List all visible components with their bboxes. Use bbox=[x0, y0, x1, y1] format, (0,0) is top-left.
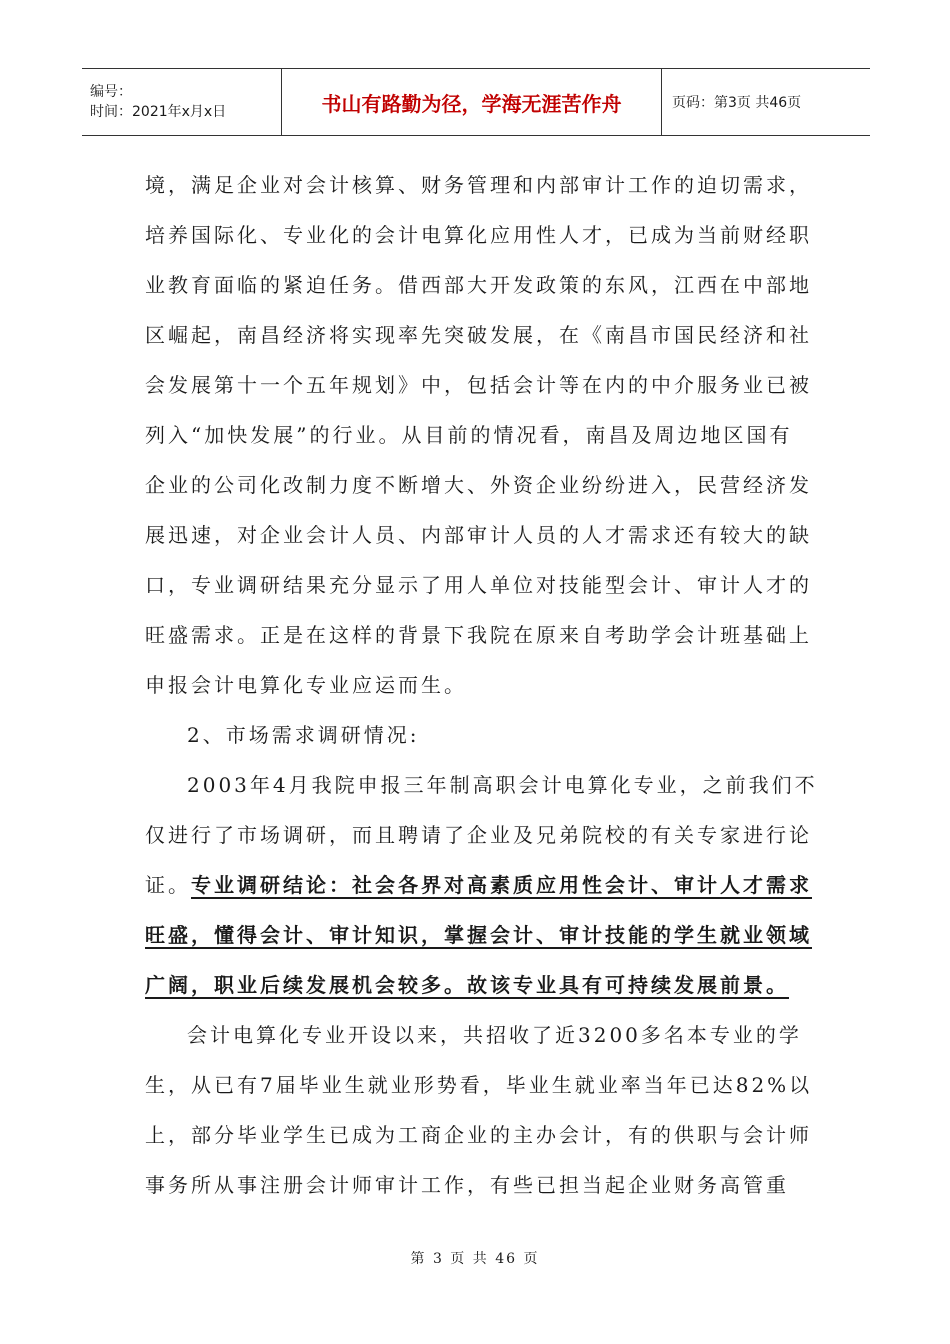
text-line bbox=[145, 860, 810, 910]
header-meta bbox=[82, 69, 282, 135]
text-prefix: 证。 bbox=[145, 873, 191, 897]
text-line: 仅进行了市场调研，而且聘请了企业及兄弟院校的有关专家进行论 bbox=[145, 823, 812, 847]
text-line: 会计电算化专业开设以来，共招收了近3200多名本专业的学 bbox=[187, 1023, 802, 1047]
text-line: 上，部分毕业学生已成为工商企业的主办会计，有的供职与会计师 bbox=[145, 1123, 812, 1147]
page-footer: 第 3 页 共 46 页 bbox=[410, 1251, 540, 1267]
text-line: 展迅速，对企业会计人员、内部审计人员的人才需求还有较大的缺 bbox=[145, 523, 812, 547]
text-line: 口，专业调研结果充分显示了用人单位对技能型会计、审计人才的 bbox=[145, 573, 812, 597]
conclusion-text: 专业调研结论：社会各界对高素质应用性会计、审计人才需求 bbox=[191, 873, 812, 897]
number-label: 编号： bbox=[90, 84, 132, 100]
header-motto: 书山有路勤为径，学海无涯苦作舟 bbox=[282, 69, 662, 135]
header-page-info: 页码：第3页 共46页 bbox=[672, 95, 802, 111]
text-line: 生，从已有7届毕业生就业形势看，毕业生就业率当年已达82%以 bbox=[145, 1073, 813, 1097]
conclusion-text: 广阔，职业后续发展机会较多。故该专业具有可持续发展前景。 bbox=[145, 973, 789, 997]
text-line: 2003年4月我院申报三年制高职会计电算化专业，之前我们不 bbox=[187, 773, 818, 797]
text-line: 企业的公司化改制力度不断增大、外资企业纷纷进入，民营经济发 bbox=[145, 473, 812, 497]
text-line: 区崛起，南昌经济将实现率先突破发展，在《南昌市国民经济和社 bbox=[145, 323, 812, 347]
conclusion-text: 旺盛，懂得会计、审计知识，掌握会计、审计技能的学生就业领域 bbox=[145, 923, 812, 947]
text-line: 列入“加快发展”的行业。从目前的情况看，南昌及周边地区国有 bbox=[145, 423, 793, 447]
text-line: 事务所从事注册会计师审计工作，有些已担当起企业财务高管重 bbox=[145, 1173, 789, 1197]
page-header bbox=[82, 68, 870, 136]
text-line: 申报会计电算化专业应运而生。 bbox=[145, 673, 467, 697]
text-line: 业教育面临的紧迫任务。借西部大开发政策的东风，江西在中部地 bbox=[145, 273, 812, 297]
document-body bbox=[145, 160, 818, 1210]
section-heading: 2、市场需求调研情况: bbox=[187, 723, 420, 747]
text-line: 会发展第十一个五年规划》中，包括会计等在内的中介服务业已被 bbox=[145, 373, 812, 397]
text-line: 培养国际化、专业化的会计电算化应用性人才，已成为当前财经职 bbox=[145, 223, 812, 247]
time-label: 时间：2021年x月x日 bbox=[90, 104, 227, 120]
text-line: 旺盛需求。正是在这样的背景下我院在原来自考助学会计班基础上 bbox=[145, 623, 812, 647]
text-line: 境，满足企业对会计核算、财务管理和内部审计工作的迫切需求， bbox=[145, 173, 812, 197]
